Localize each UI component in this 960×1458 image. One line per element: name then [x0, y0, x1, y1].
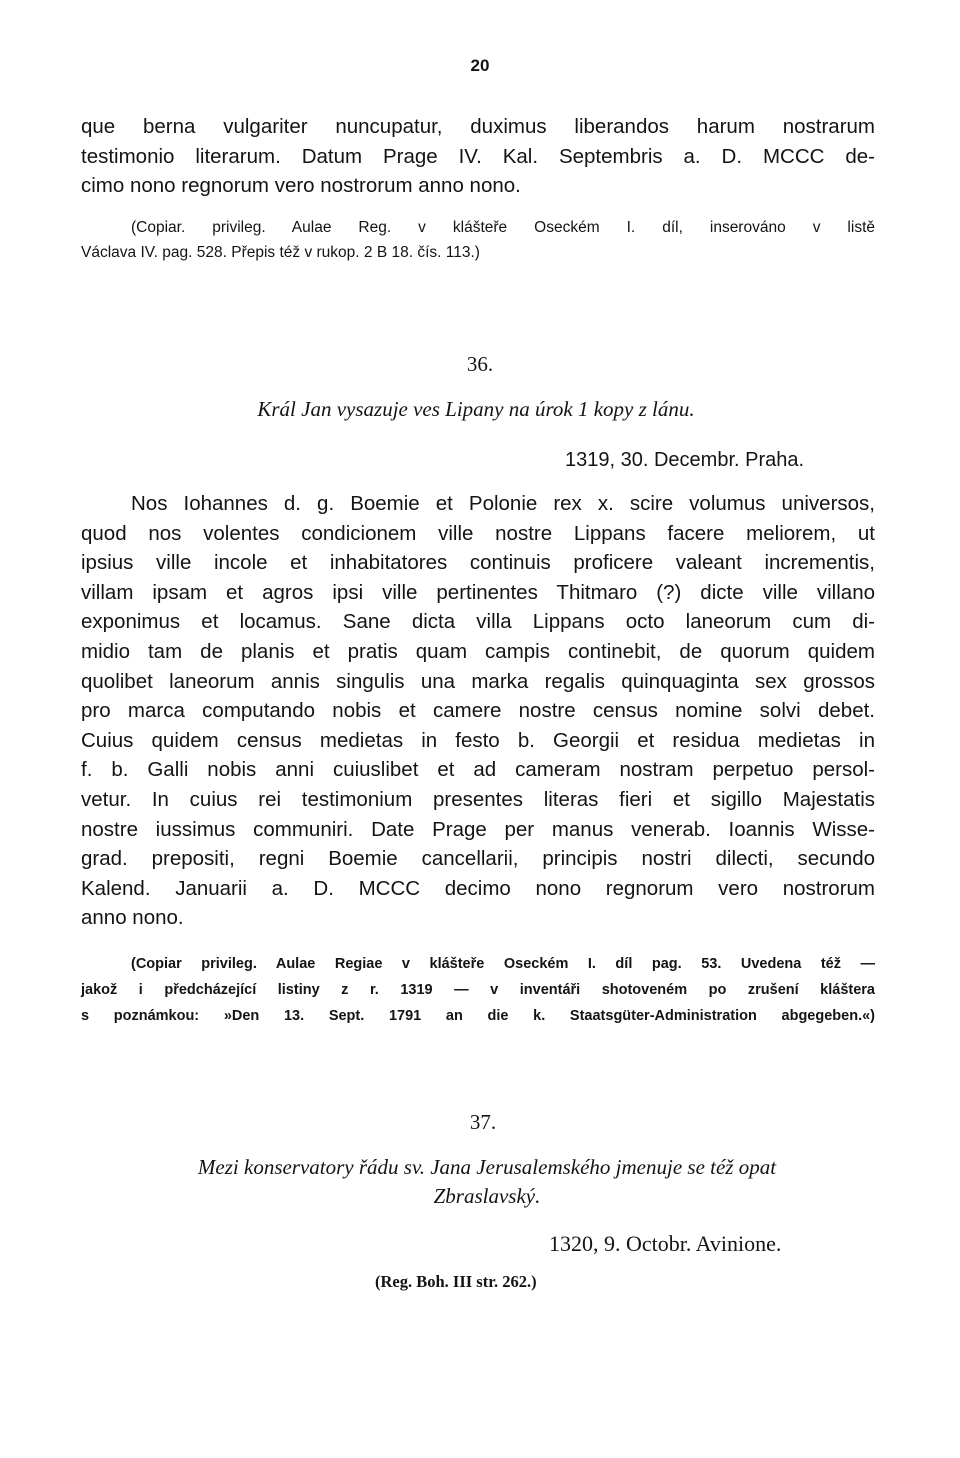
note-line: (Copiar. privileg. Aulae Reg. v klášteře Oseckém I. díl, inserováno v listě [131, 219, 875, 236]
document-number-37: 37. [469, 1110, 497, 1134]
text-line: vetur. In cuius rei testimonium presentes literas fieri et sigillo Majestatis [81, 787, 875, 811]
text-line: ipsius ville incole et inhabitatores continuis proficere valeant incrementis, [81, 551, 875, 575]
text-line: Cuius quidem census medietas in festo b. Georgii et residua medietas in [81, 728, 875, 752]
text-line: nostre iussimus communiri. Date Prage per manus venerab. Ioannis Wisse- [81, 817, 875, 841]
text-line: testimonio literarum. Datum Prage IV. Kal. Septembris a. D. MCCC de- [81, 144, 875, 168]
source-reference-37: (Reg. Boh. III str. 262.) [375, 1272, 537, 1291]
text-line: grad. prepositi, regni Boemie cancellarii, principis nostri dilecti, secundo [81, 847, 875, 871]
note-line: (Copiar privileg. Aulae Regiae v klášteře Oseckém I. díl pag. 53. Uvedena též — [131, 956, 875, 972]
text-line: quod nos volentes condicionem ville nostre Lippans facere meliorem, ut [81, 521, 875, 545]
text-line: villam ipsam et agros ipsi ville pertinentes Thitmaro (?) dicte ville villano [81, 580, 875, 604]
document-number-36: 36. [466, 352, 494, 376]
note-line: jakož i předcházející listiny z r. 1319 — v inventáři shotoveném po zrušení kláštera [81, 982, 875, 998]
source-note-36 [81, 951, 875, 1029]
text-line: f. b. Galli nobis anni cuiuslibet et ad cameram nostram perpetuo persol- [81, 758, 875, 782]
text-line: pro marca computando nobis et camere nostre census nomine solvi debet. [81, 699, 875, 723]
text-line: exponimus et locamus. Sane dicta villa Lippans octo laneorum cum di- [81, 610, 875, 634]
document-date-37: 1320, 9. Octobr. Avinione. [549, 1231, 782, 1256]
text-line: Kalend. Januarii a. D. MCCC decimo nono regnorum vero nostrorum [81, 876, 875, 900]
title-line: Mezi konservatory řádu sv. Jana Jerusalemského jmenuje se též opat [197, 1155, 777, 1179]
text-line: anno nono. [81, 906, 184, 930]
document-date-36: 1319, 30. Decembr. Praha. [565, 449, 805, 471]
title-line: Zbraslavský. [433, 1184, 541, 1208]
source-note-top [81, 216, 875, 265]
text-line: cimo nono regnorum vero nostrorum anno nono. [81, 174, 521, 198]
page-number: 20 [470, 56, 490, 75]
text-line: Nos Iohannes d. g. Boemie et Polonie rex x. scire volumus universos, [131, 492, 875, 515]
document-title-36: Král Jan vysazuje ves Lipany na úrok 1 kopy z lánu. [257, 397, 695, 421]
note-line: Václava IV. pag. 528. Přepis též v rukop. 2 B 18. čís. 113.) [81, 243, 480, 261]
document-text-36 [81, 489, 875, 933]
text-line: que berna vulgariter nuncupatur, duximus liberandos harum nostrarum [81, 115, 875, 138]
note-line: s poznámkou: »Den 13. Sept. 1791 an die k. Staatsgüter-Administration abgegeben.«) [81, 1008, 875, 1024]
continuation-text [81, 112, 875, 201]
text-line: quolibet laneorum annis singulis una marka regalis quinquaginta sex grossos [81, 669, 875, 693]
document-title-37 [7, 1153, 960, 1211]
text-line: midio tam de planis et pratis quam campis continebit, de quorum quidem [81, 639, 875, 663]
